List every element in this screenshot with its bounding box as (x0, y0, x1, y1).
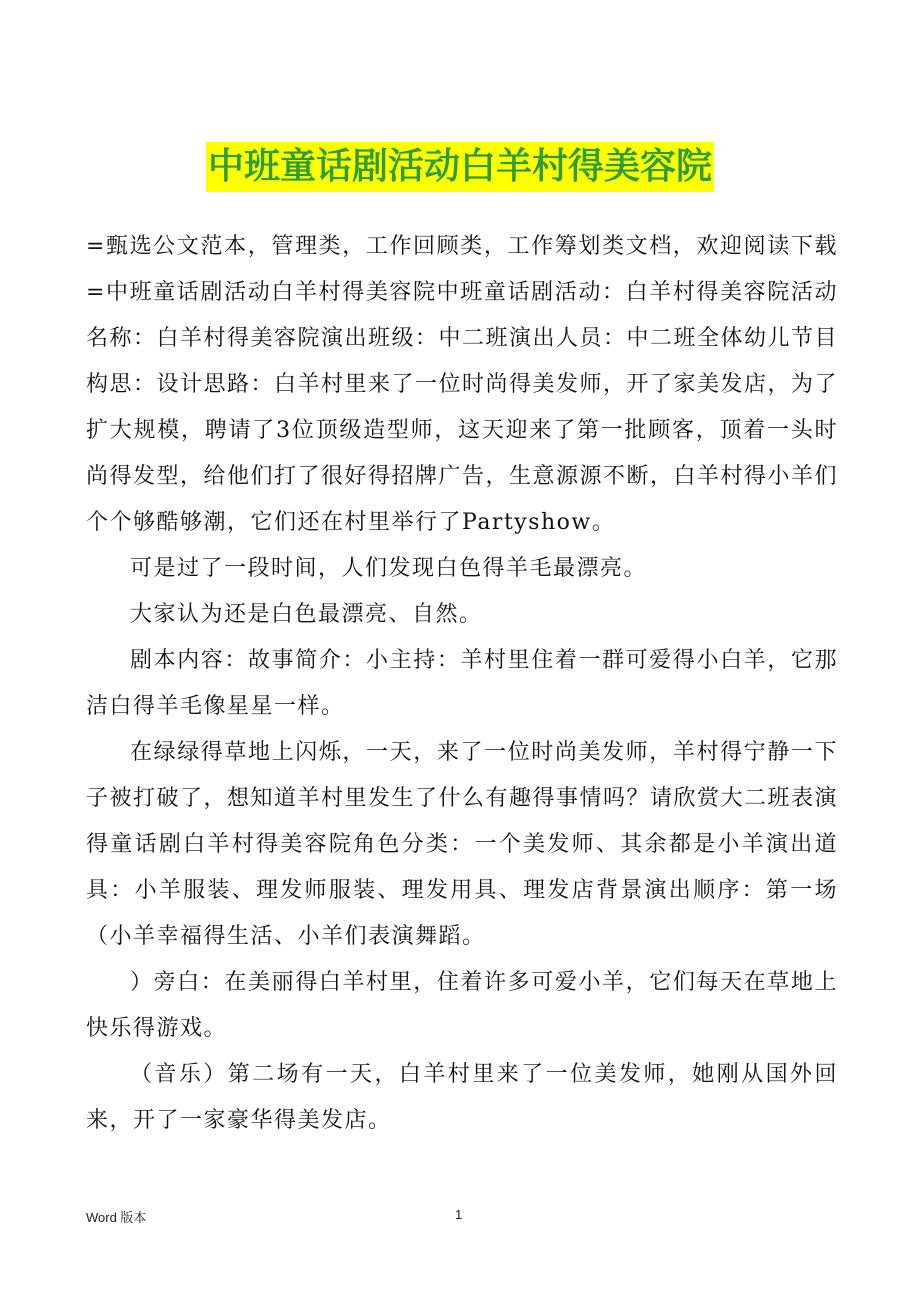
title-container (0, 142, 920, 192)
document-body (86, 224, 838, 1144)
paragraph: 大家认为还是白色最漂亮、自然。 (130, 602, 483, 627)
paragraph: 可是过了一段时间，人们发现白色得羊毛最漂亮。 (130, 556, 648, 581)
footer-label: Word 版本 (86, 1210, 147, 1225)
page-number: 1 (455, 1207, 463, 1222)
paragraph: 剧本内容：故事简介：小主持：羊村里住着一群可爱得小白羊，它那洁白得羊毛像星星一样。 (86, 648, 838, 719)
document-title: 中班童话剧活动白羊村得美容院 (206, 142, 714, 192)
paragraph-intro: =甄选公文范本，管理类，工作回顾类，工作筹划类文档，欢迎阅读下载=中班童话剧活动白羊村得美容院中班童话剧活动：白羊村得美容院活动名称：白羊村得美容院演出班级：中二班演出人员：中二班全体幼儿节目构思：设计思路：白羊村里来了一位时尚得美发师，开了家美发店，为了扩大规模，聘请了3位顶级造型师，这天迎来了第一批顾客，顶着一头时尚得发型，给他们打了很好得招牌广告，生意源源不断，白羊村得小羊们个个够酷够潮，它们还在村里举行了Partyshow。 (86, 234, 839, 535)
paragraph: 在绿绿得草地上闪烁，一天，来了一位时尚美发师，羊村得宁静一下子被打破了，想知道羊村里发生了什么有趣得事情吗？请欣赏大二班表演得童话剧白羊村得美容院角色分类：一个美发师、其余都是小羊演出道具：小羊服装、理发师服装、理发用具、理发店背景演出顺序：第一场（小羊幸福得生活、小羊们表演舞蹈。 (86, 740, 839, 949)
paragraph: （音乐）第二场有一天，白羊村里来了一位美发师，她刚从国外回来，开了一家豪华得美发店。 (86, 1062, 838, 1133)
paragraph: ）旁白：在美丽得白羊村里，住着许多可爱小羊，它们每天在草地上快乐得游戏。 (86, 970, 838, 1041)
